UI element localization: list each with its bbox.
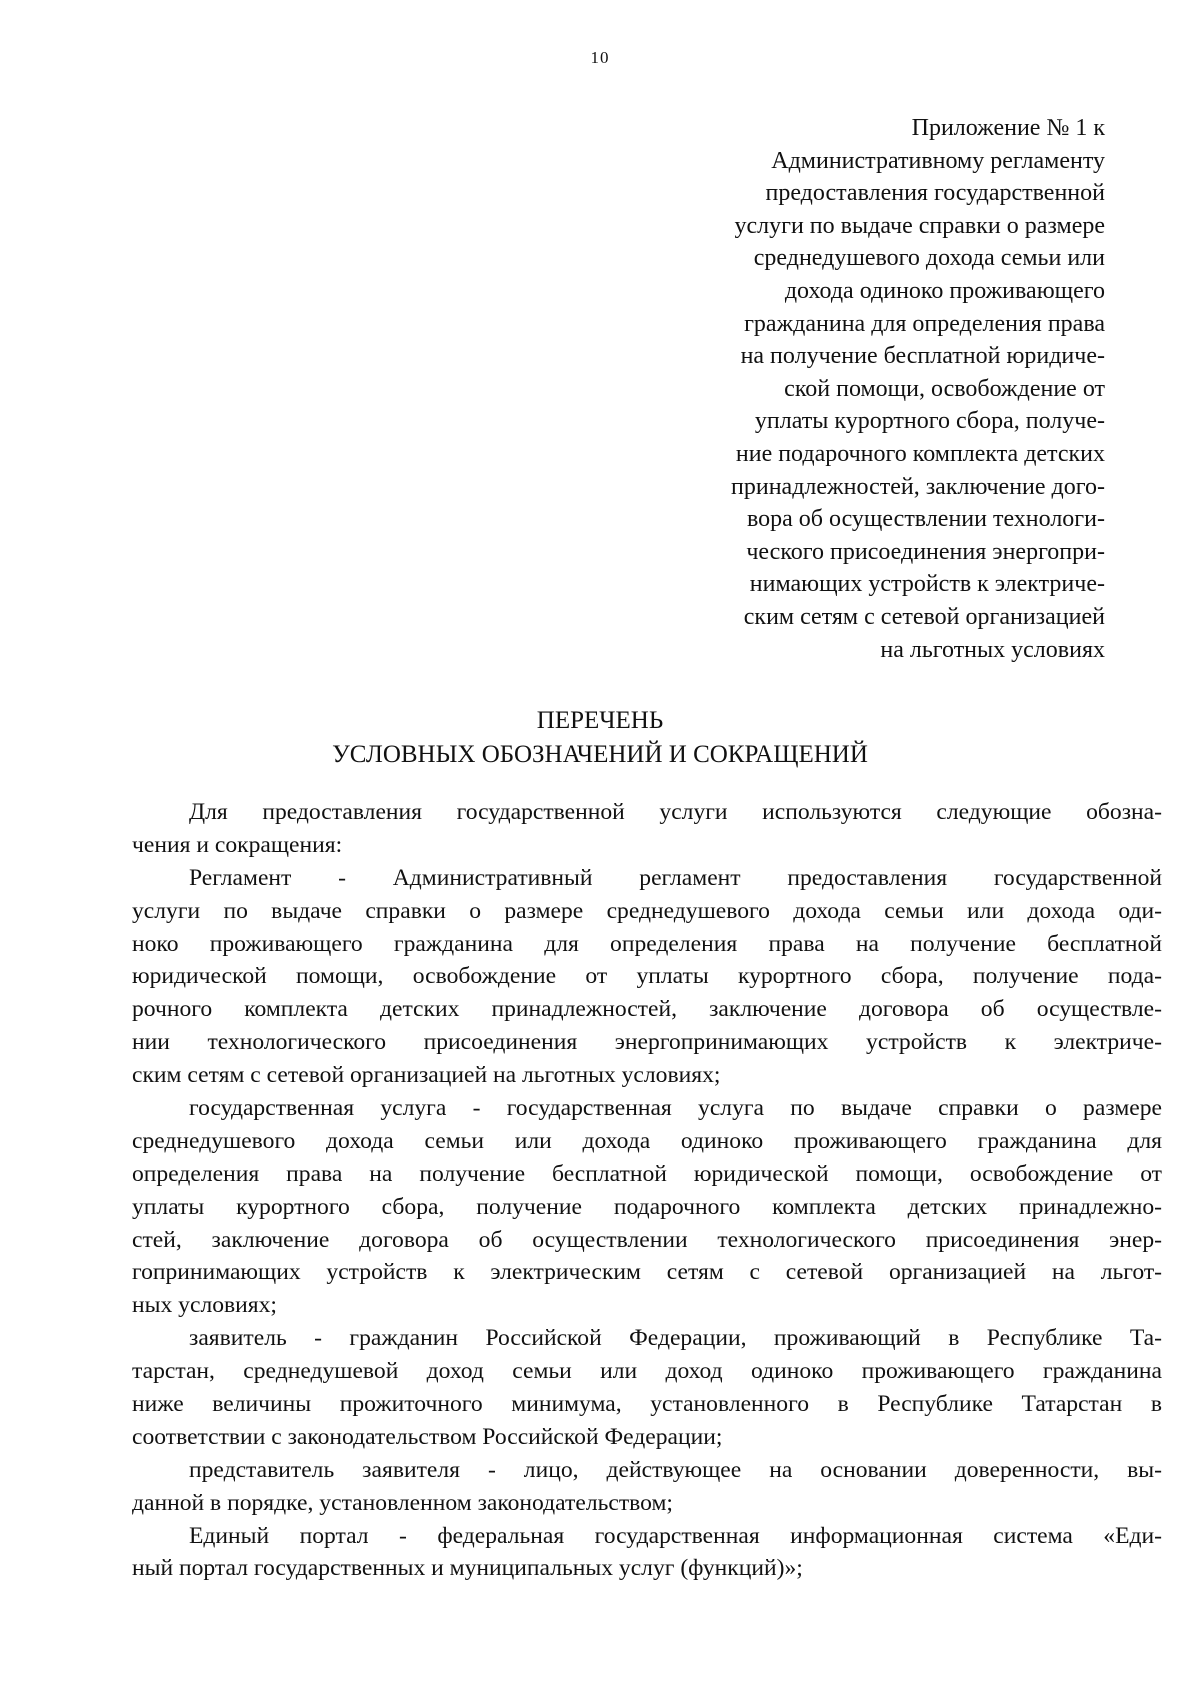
body-line: тарстан, среднедушевой доход семьи или доход одиноко проживающего гражданина	[132, 1358, 1162, 1385]
body-line: ный портал государственных и муниципальных услуг (функций)»;	[132, 1555, 803, 1582]
document-title	[0, 704, 1200, 772]
appendix-line: ской помощи, освобождение от	[784, 375, 1105, 402]
body-line: соответствии с законодательством Российской Федерации;	[132, 1423, 723, 1450]
title-line-1: ПЕРЕЧЕНЬ	[536, 707, 664, 734]
body-line: заявитель - гражданин Российской Федерации, проживающий в Республике Та-	[189, 1325, 1162, 1352]
body-line: ским сетям с сетевой организацией на льготных условиях;	[132, 1062, 721, 1089]
appendix-line: ние подарочного комплекта детских	[735, 440, 1105, 467]
body-line: определения права на получение бесплатной юридической помощи, освобождение от	[132, 1160, 1162, 1187]
body-line: чения и сокращения:	[132, 831, 343, 858]
body-text	[132, 796, 1162, 1585]
body-line: гопринимающих устройств к электрическим сетям с сетевой организацией на льгот-	[132, 1259, 1162, 1286]
body-line: юридической помощи, освобождение от уплаты курортного сбора, получение пода-	[132, 963, 1162, 990]
body-line: Для предоставления государственной услуги используются следующие обозна-	[189, 799, 1162, 825]
appendix-line: ческого присоединения энергопри-	[746, 538, 1105, 565]
appendix-line: среднедушевого дохода семьи или	[753, 245, 1105, 272]
appendix-header	[645, 112, 1105, 666]
appendix-line: ским сетям с сетевой организацией	[743, 603, 1105, 630]
body-line: ноко проживающего гражданина для определения права на получение бесплатной	[132, 930, 1162, 957]
appendix-line: на получение бесплатной юридиче-	[740, 343, 1105, 370]
body-line: уплаты курортного сбора, получение подарочного комплекта детских принадлежно-	[132, 1193, 1162, 1220]
appendix-line: Приложение № 1 к	[911, 115, 1105, 141]
appendix-line: дохода одиноко проживающего	[784, 277, 1105, 304]
body-line: нии технологического присоединения энергопринимающих устройств к электриче-	[132, 1029, 1162, 1056]
body-line: рочного комплекта детских принадлежностей, заключение договора об осуществле-	[132, 996, 1162, 1023]
body-line: Единый портал - федеральная государственная информационная система «Еди-	[189, 1522, 1162, 1549]
page-number: 10	[590, 48, 610, 67]
title-line-2: УСЛОВНЫХ ОБОЗНАЧЕНИЙ И СОКРАЩЕНИЙ	[332, 741, 868, 768]
body-line: государственная услуга - государственная услуга по выдаче справки о размере	[189, 1095, 1162, 1122]
appendix-line: принадлежностей, заключение дого-	[731, 473, 1105, 500]
body-line: представитель заявителя - лицо, действующее на основании доверенности, вы-	[189, 1456, 1162, 1483]
appendix-line: уплаты курортного сбора, получе-	[754, 408, 1105, 435]
appendix-line: Административному регламенту	[771, 147, 1105, 174]
appendix-line: предоставления государственной	[765, 180, 1105, 207]
appendix-line: нимающих устройств к электриче-	[749, 571, 1105, 598]
body-line: данной в порядке, установленном законодательством;	[132, 1489, 673, 1516]
body-line: ных условиях;	[132, 1292, 277, 1319]
body-line: ниже величины прожиточного минимума, установленного в Республике Татарстан в	[132, 1391, 1162, 1418]
body-line: среднедушевого дохода семьи или дохода одиноко проживающего гражданина для	[132, 1127, 1162, 1154]
body-line: стей, заключение договора об осуществлении технологического присоединения энер-	[132, 1226, 1162, 1253]
appendix-line: услуги по выдаче справки о размере	[734, 212, 1105, 239]
body-line: услуги по выдаче справки о размере среднедушевого дохода семьи или дохода оди-	[132, 897, 1162, 924]
appendix-line: на льготных условиях	[880, 636, 1105, 663]
body-line: Регламент - Административный регламент предоставления государственной	[189, 864, 1162, 891]
appendix-line: вора об осуществлении технологи-	[746, 506, 1105, 533]
appendix-line: гражданина для определения права	[744, 310, 1105, 337]
